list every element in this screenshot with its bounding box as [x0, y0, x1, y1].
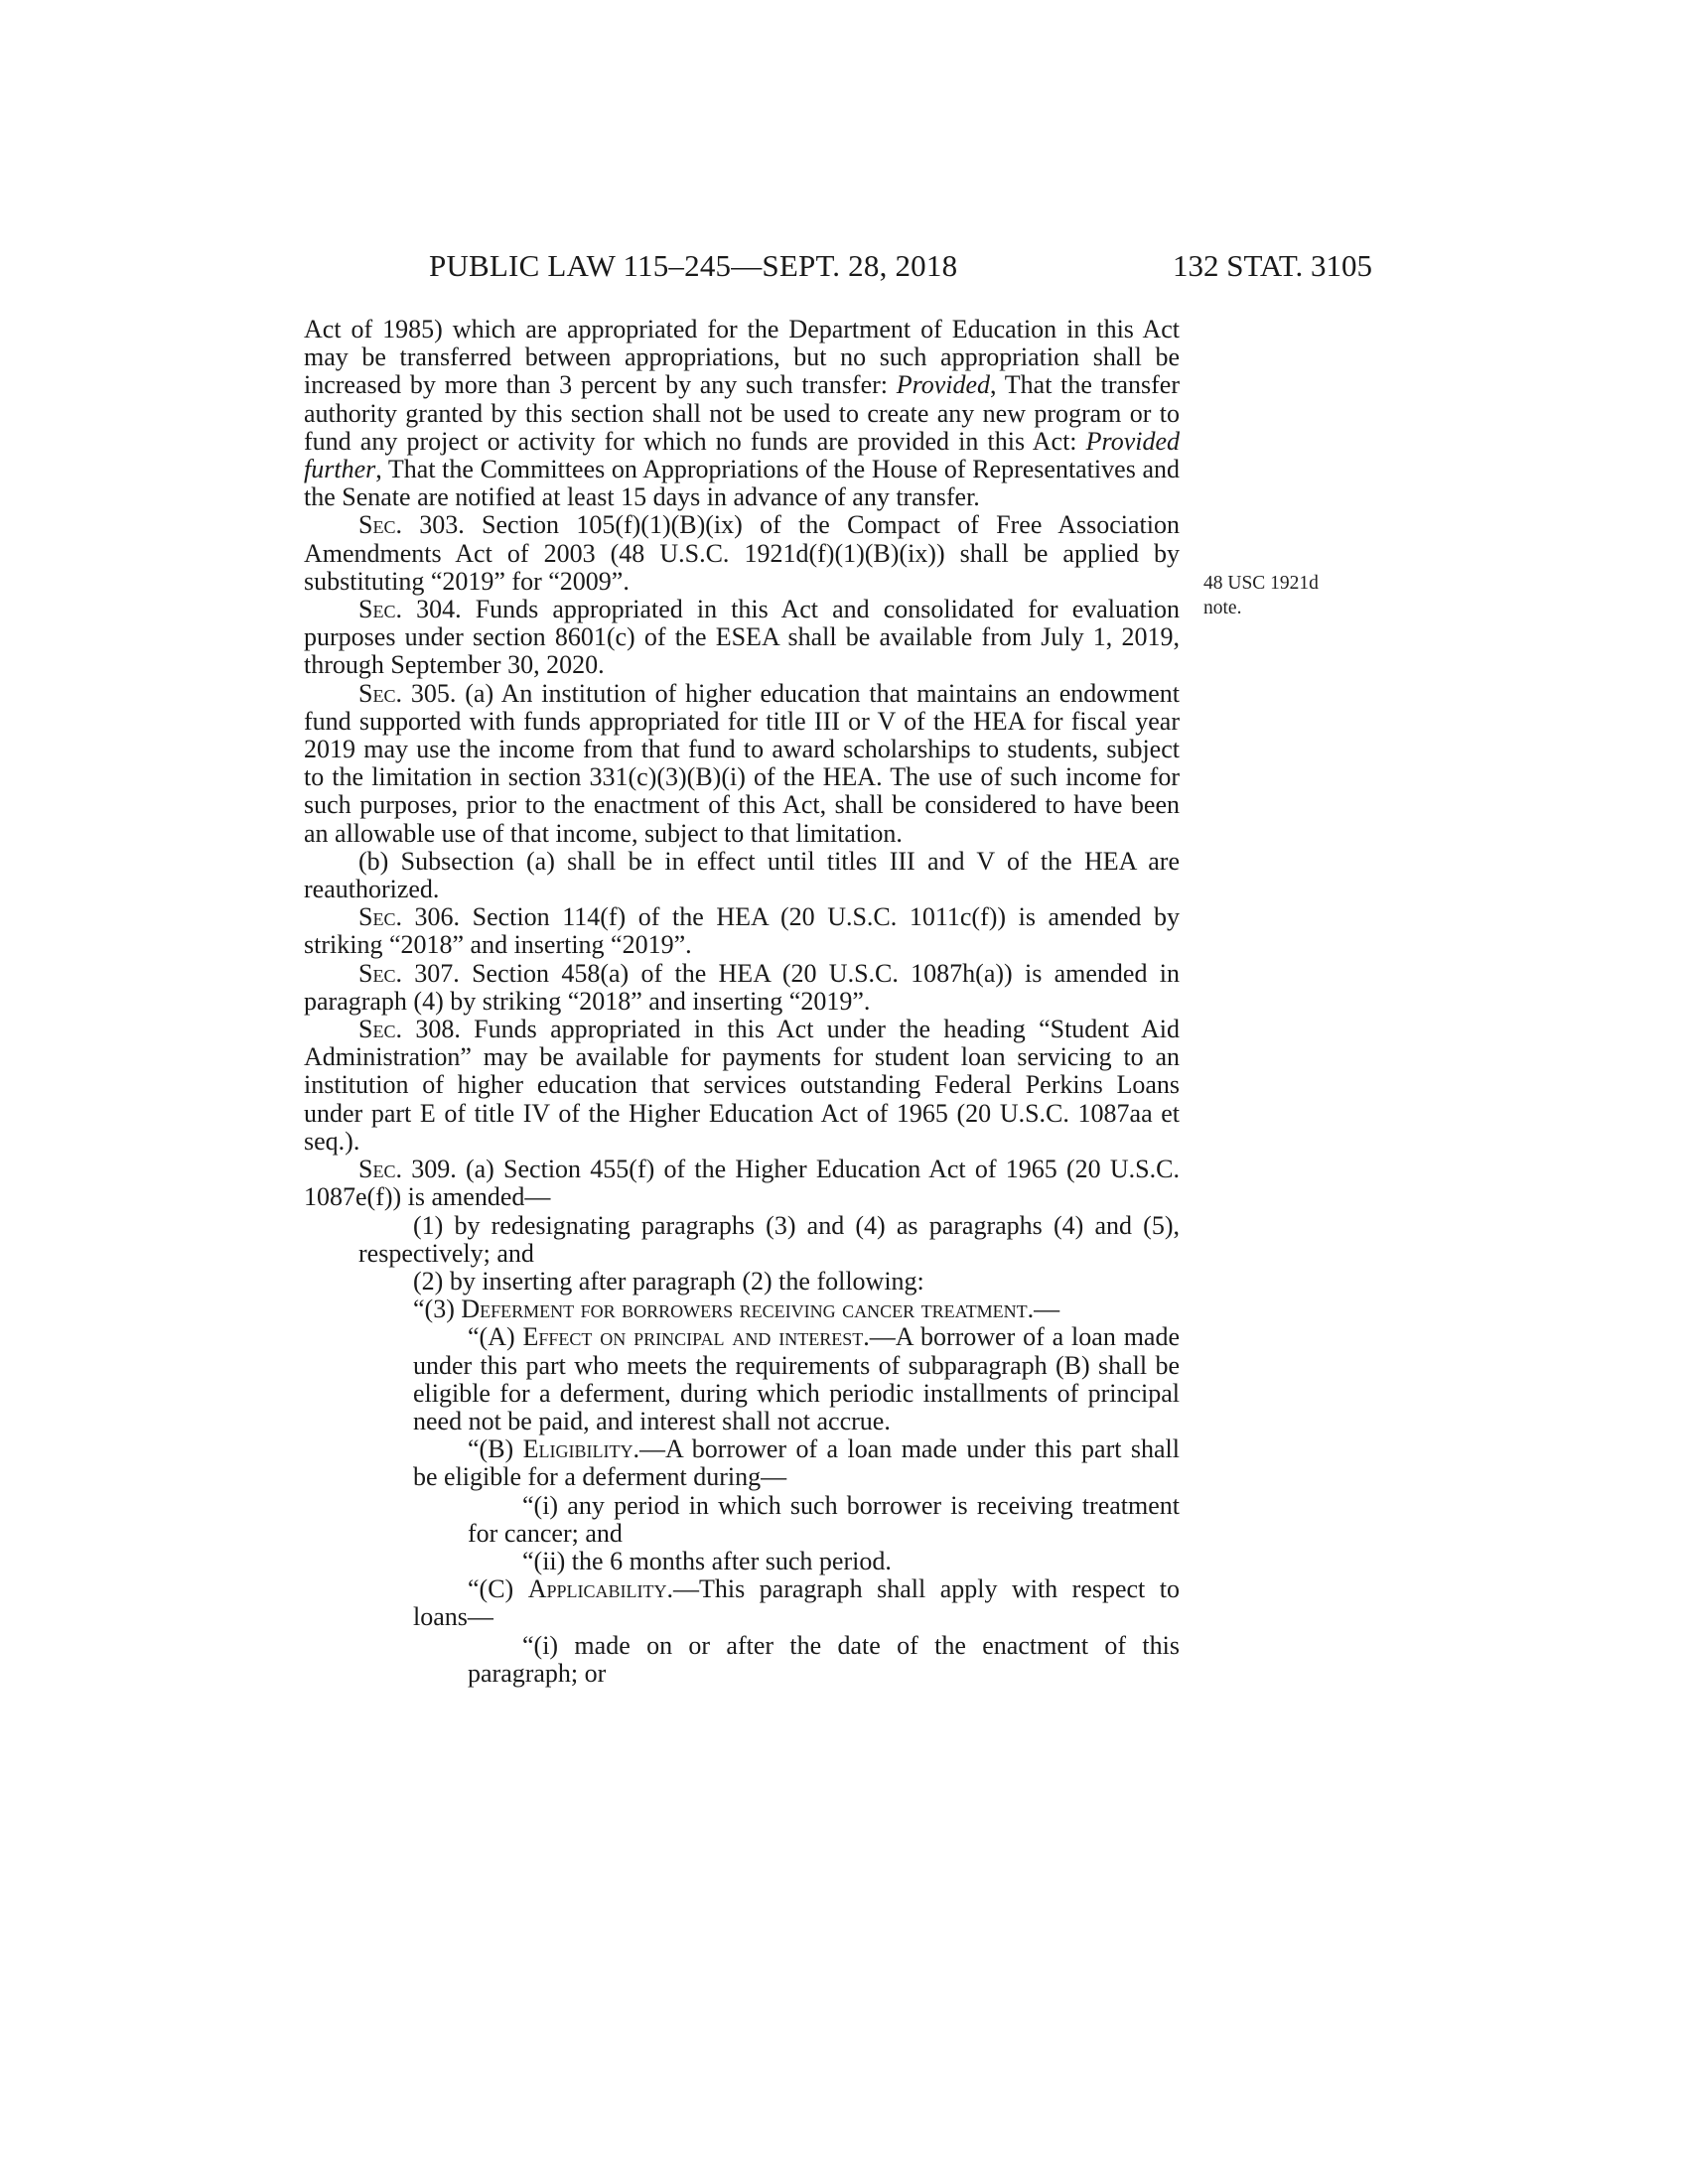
section-305b: (b) Subsection (a) shall be in effect until titles III and V of the HEA are reauthorized.: [304, 846, 1180, 904]
paragraph-3-heading: [304, 1296, 1180, 1323]
section-304: [304, 596, 1180, 680]
section-303: [304, 511, 1180, 596]
text: “(A): [468, 1322, 523, 1352]
margin-note: [1203, 571, 1319, 620]
text: 303. Section 105(f)(1)(B)(ix) of the Compact of Free Association Amendments Act of 2003 (48 U.S.C. 1921d(f)(1)(B)(ix)) shall be applied by substituting “2019” for “2009”.: [304, 510, 1180, 596]
margin-note-line: note.: [1203, 598, 1242, 618]
section-label: Sec.: [358, 595, 402, 624]
heading-text: Effect on principal and interest: [522, 1322, 864, 1352]
italic-text: Provided further: [304, 426, 1180, 484]
text: (1) by redesignating paragraphs (3) and (4) as paragraphs (4) and (5), respectively; and: [358, 1210, 1180, 1268]
text: .—: [1027, 1295, 1060, 1324]
heading-text: Eligibility: [522, 1434, 633, 1464]
heading-text: Deferment for borrowers receiving cancer treatment: [461, 1295, 1028, 1324]
page-header: [0, 248, 1688, 288]
margin-note-line: 48 USC 1921d: [1203, 573, 1319, 594]
text: , That the Committees on Appropriations of the House of Representatives and the Senate are notified at least 15 days in advance of any transfer.: [304, 455, 1180, 512]
statute-page-number: 132 STAT. 3105: [1172, 248, 1372, 283]
paragraph-continuation: [304, 316, 1180, 511]
heading-text: Applicability: [527, 1574, 667, 1604]
section-308: [304, 1016, 1180, 1156]
clause-1: [304, 1212, 1180, 1268]
subparagraph-c: [304, 1575, 1180, 1631]
section-309: [304, 1156, 1180, 1211]
subparagraph-a: [304, 1323, 1180, 1435]
text: 309. (a) Section 455(f) of the Higher Education Act of 1965 (20 U.S.C. 1087e(f)) is amended—: [304, 1155, 1180, 1212]
italic-text: Provided: [896, 370, 991, 400]
section-label: Sec.: [358, 1015, 402, 1044]
text: .—A borrower of a loan made under this part shall be eligible for a deferment during—: [413, 1434, 1180, 1492]
text: 306. Section 114(f) of the HEA (20 U.S.C. 1011c(f)) is amended by striking “2018” and inserting “2019”.: [304, 902, 1180, 960]
text: (2) by inserting after paragraph (2) the following:: [413, 1266, 924, 1296]
text: “(ii) the 6 months after such period.: [522, 1546, 892, 1575]
clause-2: [304, 1268, 1180, 1296]
text: .—This paragraph shall apply with respect to loans—: [413, 1574, 1180, 1632]
section-306: [304, 903, 1180, 959]
text: Act of 1985) which are appropriated for the Department of Education in this Act may be transferred between appropriations, but no such appropriation shall be increased by more than 3 percent by any such transfer:: [304, 315, 1180, 400]
clause-c-i: [304, 1632, 1180, 1688]
text: “(i) any period in which such borrower is receiving treatment for cancer; and: [468, 1490, 1180, 1548]
section-label: Sec.: [358, 958, 402, 988]
text: .—A borrower of a loan made under this part who meets the requirements of subparagraph (B) shall be eligible for a deferment, during which periodic installments of principal need not be paid, and interest shall not accrue.: [413, 1322, 1181, 1435]
section-label: Sec.: [358, 510, 402, 540]
text: “(B): [468, 1434, 523, 1464]
text: “(C): [468, 1574, 528, 1604]
public-law-citation: PUBLIC LAW 115–245—SEPT. 28, 2018: [429, 248, 958, 283]
statute-body: [304, 316, 1180, 1688]
text: “(3): [413, 1295, 462, 1324]
section-label: Sec.: [358, 902, 402, 932]
clause-b-ii: [304, 1548, 1180, 1575]
text: 305. (a) An institution of higher education that maintains an endowment fund supported with funds appropriated for title III or V of the HEA for fiscal year 2019 may use the income from that fund to award scholarships to students, subject to the limitation in section 331(c)(3)(B)(i) of the HEA. The use of such income for such purposes, prior to the enactment of this Act, shall be considered to have been an allowable use of that income, subject to that limitation.: [304, 678, 1180, 848]
section-305a: [304, 680, 1180, 848]
subparagraph-b: [304, 1435, 1180, 1491]
section-label: Sec.: [358, 1155, 402, 1184]
section-307: [304, 960, 1180, 1016]
text: “(i) made on or after the date of the enactment of this paragraph; or: [468, 1630, 1180, 1688]
text: , That the transfer authority granted by this section shall not be used to create any new program or to fund any project or activity for which no funds are provided in this Act:: [304, 370, 1180, 456]
text: 304. Funds appropriated in this Act and consolidated for evaluation purposes under section 8601(c) of the ESEA shall be available from July 1, 2019, through September 30, 2020.: [304, 595, 1180, 680]
clause-b-i: [304, 1492, 1180, 1548]
text: 307. Section 458(a) of the HEA (20 U.S.C. 1087h(a)) is amended in paragraph (4) by striking “2018” and inserting “2019”.: [304, 958, 1180, 1016]
text: 308. Funds appropriated in this Act under the heading “Student Aid Administration” may be available for payments for student loan servicing to an institution of higher education that services outstanding Federal Perkins Loans under part E of title IV of the Higher Education Act of 1965 (20 U.S.C. 1087aa et seq.).: [304, 1015, 1180, 1156]
section-label: Sec.: [358, 678, 402, 708]
